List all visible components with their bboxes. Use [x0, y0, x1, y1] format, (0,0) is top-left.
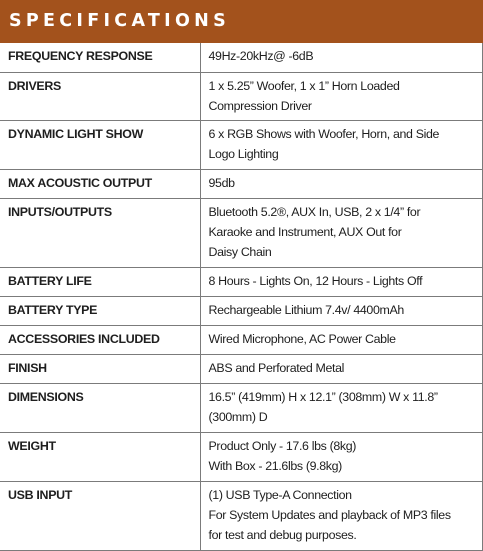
spec-row — [0, 267, 482, 296]
specifications-header — [0, 0, 483, 43]
spec-value-line: Logo Lighting — [208, 146, 279, 161]
spec-value — [200, 120, 482, 169]
spec-row — [0, 198, 482, 267]
spec-value-line: 16.5” (419mm) H x 12.1” (308mm) W x 11.8” — [208, 389, 438, 404]
spec-value — [200, 481, 482, 550]
spec-value-line: Product Only - 17.6 lbs (8kg) — [208, 438, 357, 453]
spec-value-line: Bluetooth 5.2®, AUX In, USB, 2 x 1/4” for — [208, 204, 421, 219]
spec-value — [200, 43, 482, 72]
spec-value — [200, 198, 482, 267]
spec-value — [200, 432, 482, 481]
spec-value-line: With Box - 21.6lbs (9.8kg) — [208, 458, 342, 473]
spec-value-line: 95db — [208, 175, 235, 190]
spec-value-line: (300mm) D — [208, 409, 268, 424]
spec-value-line: 49Hz-20kHz@ -6dB — [208, 49, 314, 63]
spec-label: ACCESSORIES INCLUDED — [0, 325, 200, 354]
specifications-table-body — [0, 43, 482, 550]
spec-value-line: Wired Microphone, AC Power Cable — [208, 331, 396, 346]
specifications-table — [0, 43, 483, 551]
specifications-title: SPECIFICATIONS — [9, 11, 231, 31]
spec-row — [0, 481, 482, 550]
spec-label: DYNAMIC LIGHT SHOW — [0, 120, 200, 169]
spec-value — [200, 169, 482, 198]
spec-row — [0, 120, 482, 169]
spec-row — [0, 383, 482, 432]
spec-value-line: For System Updates and playback of MP3 files — [208, 507, 451, 522]
spec-value — [200, 72, 482, 120]
spec-value — [200, 325, 482, 354]
spec-label: WEIGHT — [0, 432, 200, 481]
spec-value-line: Daisy Chain — [208, 244, 272, 259]
spec-value — [200, 383, 482, 432]
spec-value — [200, 267, 482, 296]
spec-row — [0, 432, 482, 481]
spec-value-line: ABS and Perforated Metal — [208, 360, 345, 375]
spec-label: DIMENSIONS — [0, 383, 200, 432]
spec-label: BATTERY LIFE — [0, 267, 200, 296]
spec-value-line: Karaoke and Instrument, AUX Out for — [208, 224, 402, 239]
spec-label: USB INPUT — [0, 481, 200, 550]
spec-row — [0, 43, 482, 72]
spec-value-line: (1) USB Type-A Connection — [208, 487, 352, 502]
spec-row — [0, 354, 482, 383]
spec-value — [200, 296, 482, 325]
spec-row — [0, 325, 482, 354]
spec-label: FREQUENCY RESPONSE — [0, 43, 200, 72]
spec-value-line: Compression Driver — [208, 98, 312, 113]
spec-label: BATTERY TYPE — [0, 296, 200, 325]
spec-value-line: Rechargeable Lithium 7.4v/ 4400mAh — [208, 302, 404, 317]
spec-label: MAX ACOUSTIC OUTPUT — [0, 169, 200, 198]
spec-row — [0, 72, 482, 120]
spec-label: INPUTS/OUTPUTS — [0, 198, 200, 267]
spec-row — [0, 169, 482, 198]
spec-value-line: 6 x RGB Shows with Woofer, Horn, and Side — [208, 126, 440, 141]
spec-value-line: for test and debug purposes. — [208, 527, 357, 542]
spec-label: DRIVERS — [0, 72, 200, 120]
spec-value — [200, 354, 482, 383]
spec-row — [0, 296, 482, 325]
spec-label: FINISH — [0, 354, 200, 383]
spec-value-line: 1 x 5.25” Woofer, 1 x 1” Horn Loaded — [208, 78, 400, 93]
spec-value-line: 8 Hours - Lights On, 12 Hours - Lights Off — [208, 273, 423, 288]
